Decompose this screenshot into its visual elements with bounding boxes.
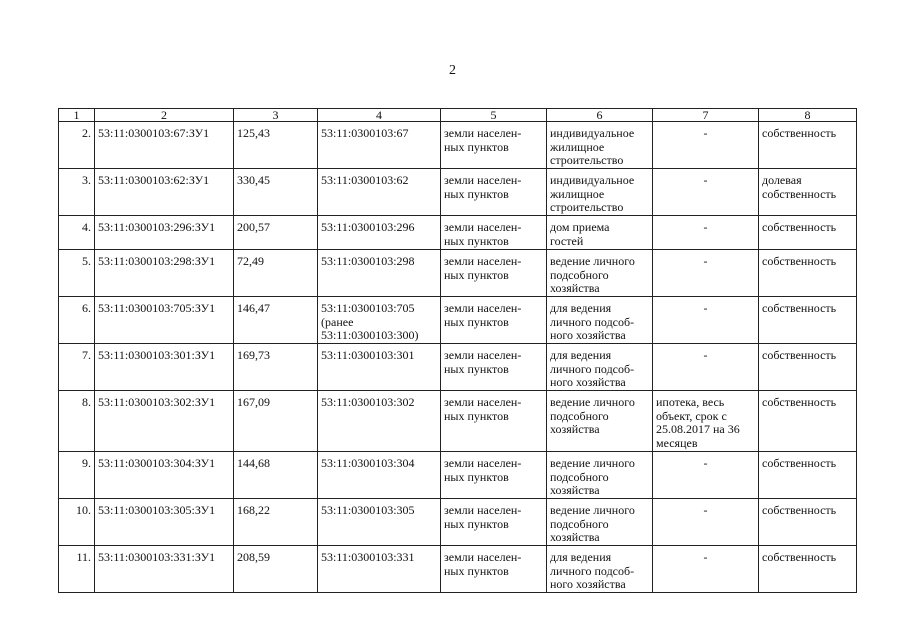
parent-cadastral-number: 53:11:0300103:331 bbox=[318, 546, 441, 593]
plot-area: 144,68 bbox=[234, 452, 318, 499]
encumbrance: ипотека, весь объект, срок с 25.08.2017 на 36 месяцев bbox=[653, 391, 759, 452]
row-number: 11. bbox=[59, 546, 95, 593]
plot-area: 167,09 bbox=[234, 391, 318, 452]
permitted-use: дом приема гостей bbox=[547, 216, 653, 250]
right-type: собственность bbox=[759, 297, 857, 344]
encumbrance: - bbox=[653, 546, 759, 593]
permitted-use: индивидуальное жилищное строительство bbox=[547, 169, 653, 216]
plot-cadastral-number: 53:11:0300103:302:ЗУ1 bbox=[95, 391, 234, 452]
land-category: земли населен- ных пунктов bbox=[441, 499, 547, 546]
column-header: 2 bbox=[95, 109, 234, 122]
right-type: собственность bbox=[759, 344, 857, 391]
right-type: собственность bbox=[759, 216, 857, 250]
permitted-use: ведение личного подсобного хозяйства bbox=[547, 452, 653, 499]
permitted-use: ведение личного подсобного хозяйства bbox=[547, 499, 653, 546]
table-row bbox=[59, 391, 857, 452]
right-type: долевая собственность bbox=[759, 169, 857, 216]
table-row bbox=[59, 169, 857, 216]
column-header: 8 bbox=[759, 109, 857, 122]
encumbrance: - bbox=[653, 499, 759, 546]
row-number: 10. bbox=[59, 499, 95, 546]
encumbrance: - bbox=[653, 297, 759, 344]
row-number: 6. bbox=[59, 297, 95, 344]
plot-cadastral-number: 53:11:0300103:301:ЗУ1 bbox=[95, 344, 234, 391]
plot-area: 72,49 bbox=[234, 250, 318, 297]
column-header: 3 bbox=[234, 109, 318, 122]
row-number: 2. bbox=[59, 122, 95, 169]
plot-cadastral-number: 53:11:0300103:298:ЗУ1 bbox=[95, 250, 234, 297]
plot-cadastral-number: 53:11:0300103:705:ЗУ1 bbox=[95, 297, 234, 344]
parent-cadastral-number: 53:11:0300103:301 bbox=[318, 344, 441, 391]
row-number: 7. bbox=[59, 344, 95, 391]
column-header: 1 bbox=[59, 109, 95, 122]
right-type: собственность bbox=[759, 391, 857, 452]
land-category: земли населен- ных пунктов bbox=[441, 169, 547, 216]
parent-cadastral-number: 53:11:0300103:296 bbox=[318, 216, 441, 250]
table-row bbox=[59, 216, 857, 250]
permitted-use: для ведения личного подсоб- ного хозяйства bbox=[547, 344, 653, 391]
land-category: земли населен- ных пунктов bbox=[441, 297, 547, 344]
encumbrance: - bbox=[653, 250, 759, 297]
land-category: земли населен- ных пунктов bbox=[441, 250, 547, 297]
right-type: собственность bbox=[759, 546, 857, 593]
land-category: земли населен- ных пунктов bbox=[441, 452, 547, 499]
plot-area: 200,57 bbox=[234, 216, 318, 250]
encumbrance: - bbox=[653, 452, 759, 499]
land-category: земли населен- ных пунктов bbox=[441, 216, 547, 250]
parent-cadastral-number: 53:11:0300103:304 bbox=[318, 452, 441, 499]
permitted-use: индивидуальное жилищное строительство bbox=[547, 122, 653, 169]
row-number: 4. bbox=[59, 216, 95, 250]
parent-cadastral-number: 53:11:0300103:62 bbox=[318, 169, 441, 216]
plot-cadastral-number: 53:11:0300103:62:ЗУ1 bbox=[95, 169, 234, 216]
permitted-use: для ведения личного подсоб- ного хозяйства bbox=[547, 546, 653, 593]
table-row bbox=[59, 250, 857, 297]
plot-cadastral-number: 53:11:0300103:304:ЗУ1 bbox=[95, 452, 234, 499]
column-header: 4 bbox=[318, 109, 441, 122]
permitted-use: ведение личного подсобного хозяйства bbox=[547, 250, 653, 297]
plot-area: 125,43 bbox=[234, 122, 318, 169]
land-plot-table bbox=[58, 108, 857, 593]
row-number: 9. bbox=[59, 452, 95, 499]
encumbrance: - bbox=[653, 122, 759, 169]
table-row bbox=[59, 452, 857, 499]
permitted-use: ведение личного подсобного хозяйства bbox=[547, 391, 653, 452]
right-type: собственность bbox=[759, 452, 857, 499]
encumbrance: - bbox=[653, 169, 759, 216]
plot-area: 146,47 bbox=[234, 297, 318, 344]
plot-area: 208,59 bbox=[234, 546, 318, 593]
column-header: 6 bbox=[547, 109, 653, 122]
row-number: 3. bbox=[59, 169, 95, 216]
right-type: собственность bbox=[759, 499, 857, 546]
table-row bbox=[59, 546, 857, 593]
right-type: собственность bbox=[759, 250, 857, 297]
encumbrance: - bbox=[653, 344, 759, 391]
parent-cadastral-number: 53:11:0300103:67 bbox=[318, 122, 441, 169]
plot-cadastral-number: 53:11:0300103:296:ЗУ1 bbox=[95, 216, 234, 250]
column-header: 5 bbox=[441, 109, 547, 122]
table-row bbox=[59, 122, 857, 169]
right-type: собственность bbox=[759, 122, 857, 169]
table-row bbox=[59, 499, 857, 546]
parent-cadastral-number: 53:11:0300103:302 bbox=[318, 391, 441, 452]
table-row bbox=[59, 344, 857, 391]
row-number: 8. bbox=[59, 391, 95, 452]
header-row bbox=[59, 109, 857, 122]
parent-cadastral-number: 53:11:0300103:305 bbox=[318, 499, 441, 546]
parent-cadastral-number: 53:11:0300103:705 (ранее 53:11:0300103:300) bbox=[318, 297, 441, 344]
plot-cadastral-number: 53:11:0300103:305:ЗУ1 bbox=[95, 499, 234, 546]
table-row bbox=[59, 297, 857, 344]
land-category: земли населен- ных пунктов bbox=[441, 122, 547, 169]
land-category: земли населен- ных пунктов bbox=[441, 391, 547, 452]
plot-cadastral-number: 53:11:0300103:331:ЗУ1 bbox=[95, 546, 234, 593]
plot-area: 330,45 bbox=[234, 169, 318, 216]
plot-area: 169,73 bbox=[234, 344, 318, 391]
plot-cadastral-number: 53:11:0300103:67:ЗУ1 bbox=[95, 122, 234, 169]
page-number: 2 bbox=[449, 63, 456, 78]
land-category: земли населен- ных пунктов bbox=[441, 546, 547, 593]
permitted-use: для ведения личного подсоб- ного хозяйства bbox=[547, 297, 653, 344]
column-header: 7 bbox=[653, 109, 759, 122]
encumbrance: - bbox=[653, 216, 759, 250]
plot-area: 168,22 bbox=[234, 499, 318, 546]
row-number: 5. bbox=[59, 250, 95, 297]
parent-cadastral-number: 53:11:0300103:298 bbox=[318, 250, 441, 297]
land-category: земли населен- ных пунктов bbox=[441, 344, 547, 391]
